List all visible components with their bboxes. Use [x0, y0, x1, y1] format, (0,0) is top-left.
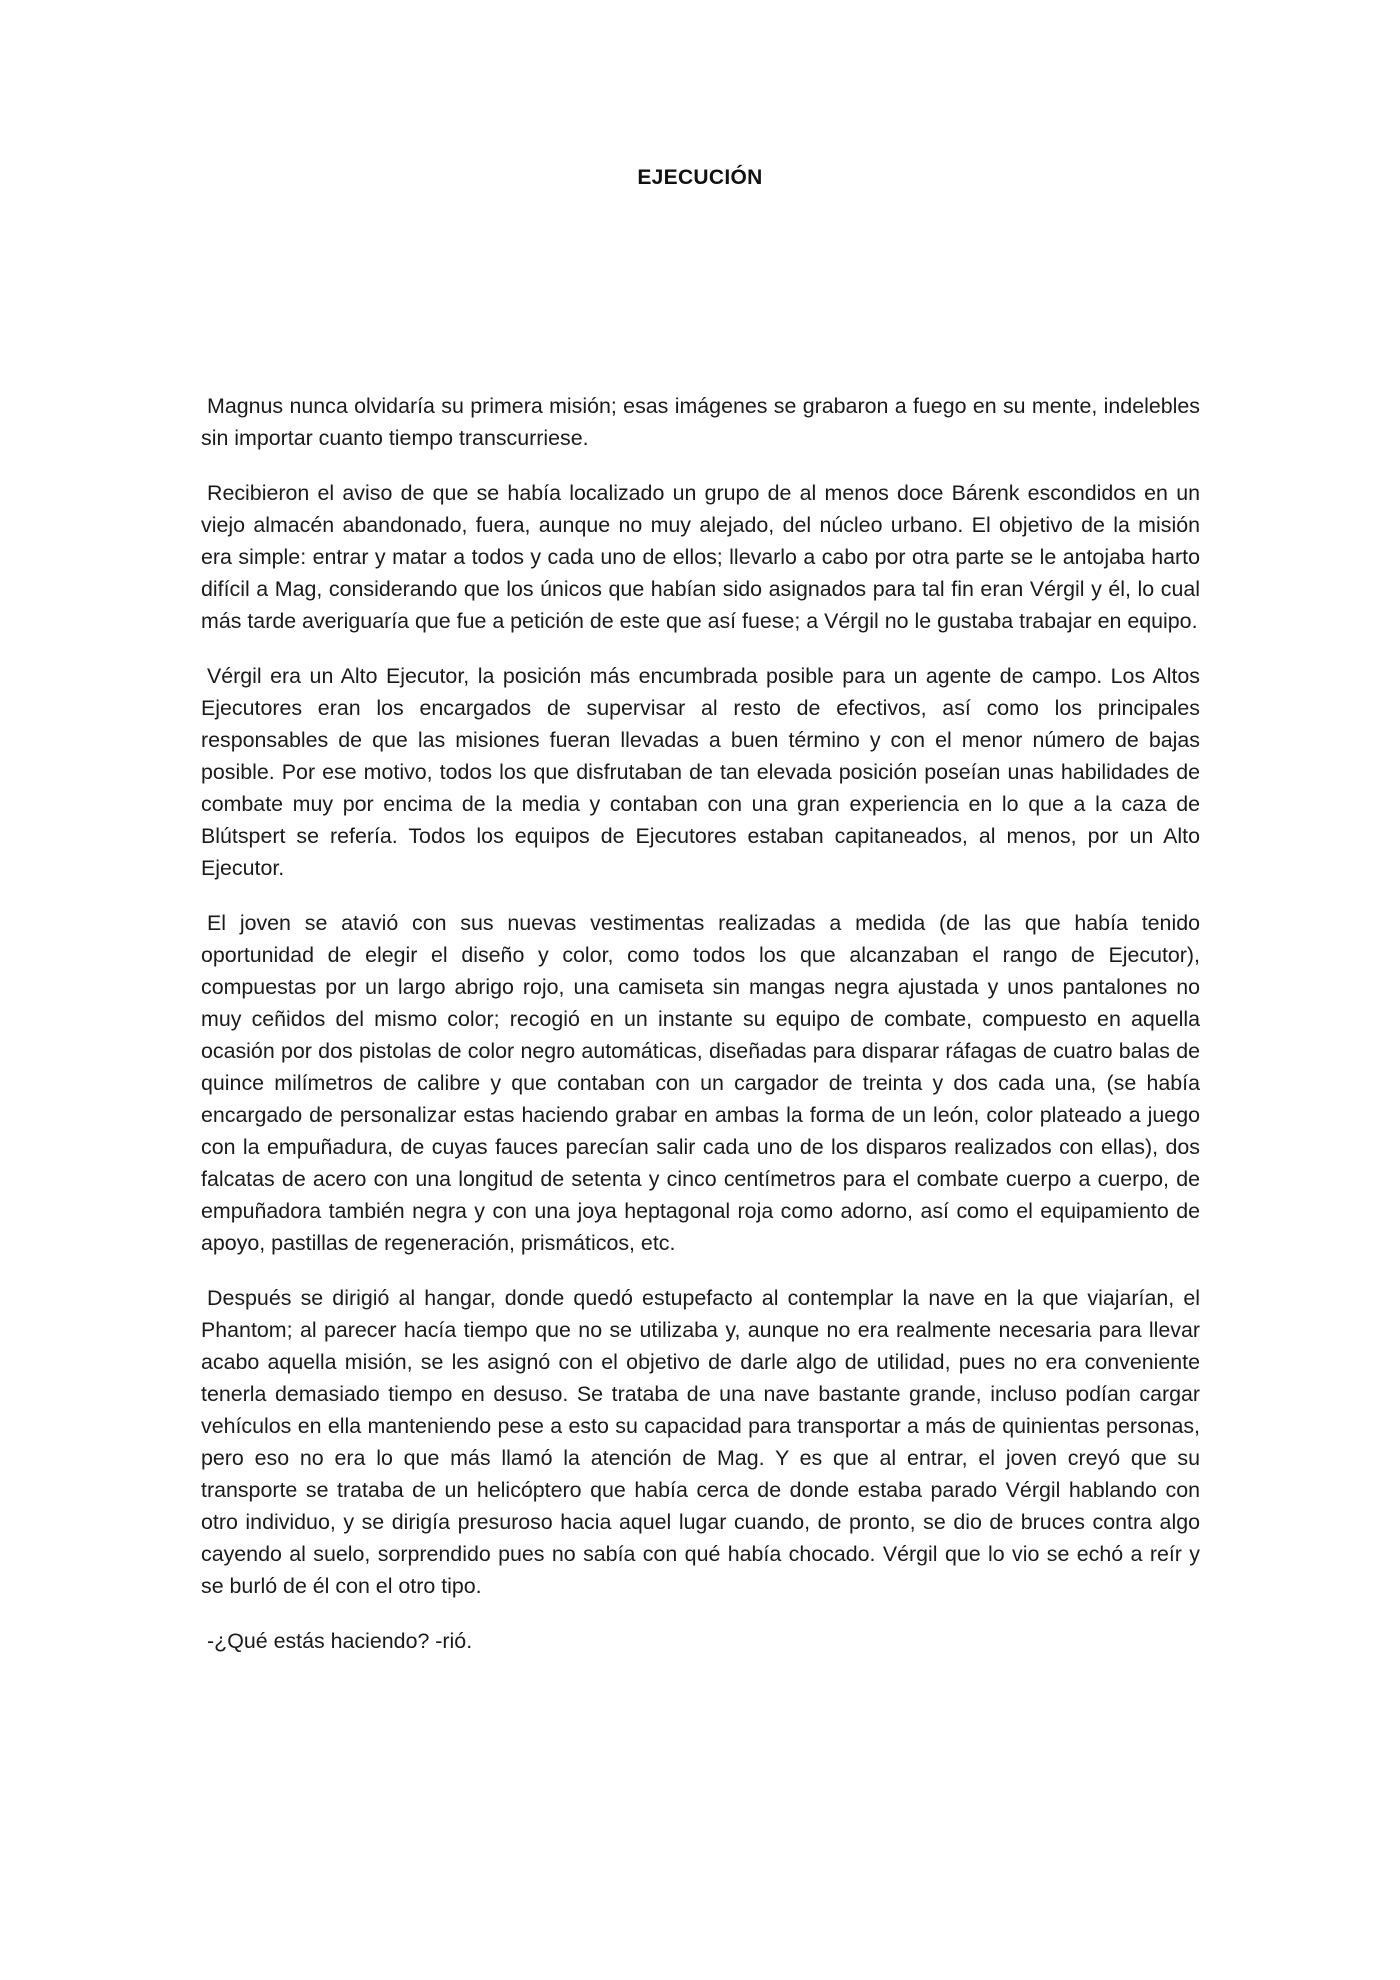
- paragraph: Después se dirigió al hangar, donde quedó estupefacto al contemplar la nave en la que viajarían, el Phantom; al parecer hacía tiempo que no se utilizaba y, aunque no era realmente necesaria para llevar acabo aquella misión, se les asignó con el objetivo de darle algo de utilidad, pues no era conveniente tenerla demasiado tiempo en desuso. Se trataba de una nave bastante grande, incluso podían cargar vehículos en ella manteniendo pese a esto su capacidad para transportar a más de quinientas personas, pero eso no era lo que más llamó la atención de Mag. Y es que al entrar, el joven creyó que su transporte se trataba de un helicóptero que había cerca de donde estaba parado Vérgil hablando con otro individuo, y se dirigía presuroso hacia aquel lugar cuando, de pronto, se dio de bruces contra algo cayendo al suelo, sorprendido pues no sabía con qué había chocado. Vérgil que lo vio se echó a reír y se burló de él con el otro tipo.: [201, 1286, 1200, 1598]
- chapter-body: [201, 390, 1200, 1657]
- paragraph: El joven se atavió con sus nuevas vestimentas realizadas a medida (de las que había tenido oportunidad de elegir el diseño y color, como todos los que alcanzaban el rango de Ejecutor), compuestas por un largo abrigo rojo, una camiseta sin mangas negra ajustada y unos pantalones no muy ceñidos del mismo color; recogió en un instante su equipo de combate, compuesto en aquella ocasión por dos pistolas de color negro automáticas, diseñadas para disparar ráfagas de cuatro balas de quince milímetros de calibre y que contaban con un cargador de treinta y dos cada una, (se había encargado de personalizar estas haciendo grabar en ambas la forma de un león, color plateado a juego con la empuñadura, de cuyas fauces parecían salir cada uno de los disparos realizados con ellas), dos falcatas de acero con una longitud de setenta y cinco centímetros para el combate cuerpo a cuerpo, de empuñadora también negra y con una joya heptagonal roja como adorno, así como el equipamiento de apoyo, pastillas de regeneración, prismáticos, etc.: [201, 911, 1200, 1255]
- chapter-title: EJECUCIÓN: [637, 166, 763, 189]
- paragraph: Magnus nunca olvidaría su primera misión; esas imágenes se grabaron a fuego en su mente, indelebles sin importar cuanto tiempo transcurriese.: [201, 394, 1200, 450]
- paragraph: Recibieron el aviso de que se había localizado un grupo de al menos doce Bárenk escondidos en un viejo almacén abandonado, fuera, aunque no muy alejado, del núcleo urbano. El objetivo de la misión era simple: entrar y matar a todos y cada uno de ellos; llevarlo a cabo por otra parte se le antojaba harto difícil a Mag, considerando que los únicos que habían sido asignados para tal fin eran Vérgil y él, lo cual más tarde averiguaría que fue a petición de este que así fuese; a Vérgil no le gustaba trabajar en equipo.: [201, 481, 1200, 633]
- paragraph: Vérgil era un Alto Ejecutor, la posición más encumbrada posible para un agente de campo. Los Altos Ejecutores eran los encargados de supervisar al resto de efectivos, así como los principales responsables de que las misiones fueran llevadas a buen término y con el menor número de bajas posible. Por ese motivo, todos los que disfrutaban de tan elevada posición poseían unas habilidades de combate muy por encima de la media y contaban con una gran experiencia en lo que a la caza de Blútspert se refería. Todos los equipos de Ejecutores estaban capitaneados, al menos, por un Alto Ejecutor.: [201, 664, 1200, 880]
- dialogue-line: -¿Qué estás haciendo? -rió.: [207, 1629, 473, 1653]
